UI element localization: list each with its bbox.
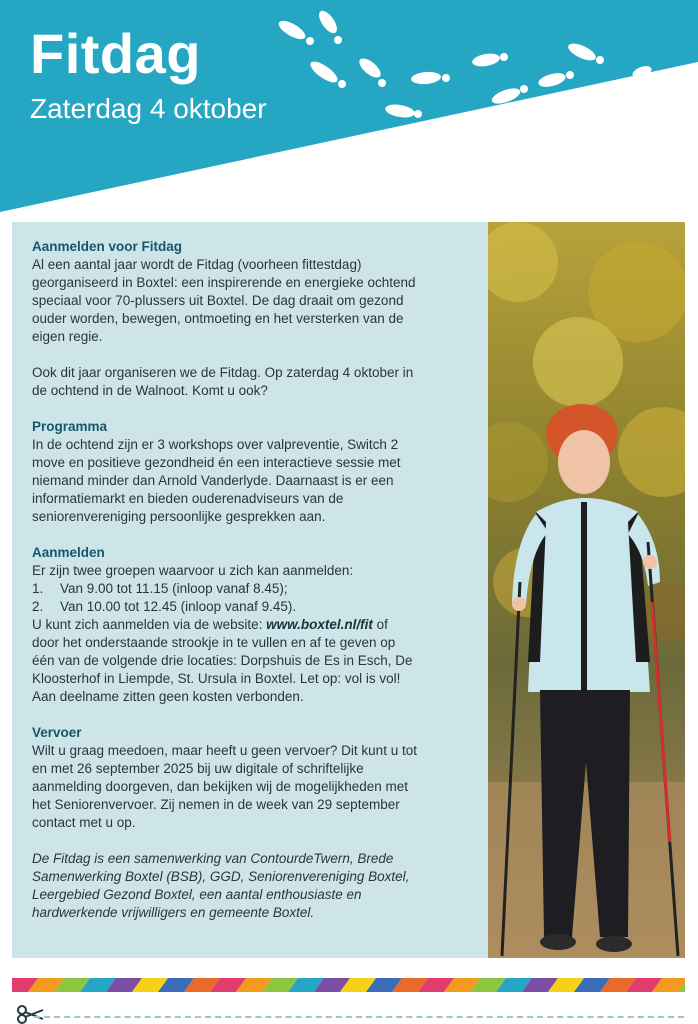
article-panel: [12, 222, 488, 958]
text-line: door het onderstaande strookje in te vullen en af te geven op: [32, 635, 396, 650]
text-line: Ook dit jaar organiseren we de Fitdag. Op zaterdag 4 oktober in: [32, 365, 414, 380]
list-text: Van 9.00 tot 11.15 (inloop vanaf 8.45);: [60, 581, 288, 596]
section-title-aanmelden: Aanmelden: [32, 545, 105, 560]
header-banner: [0, 0, 698, 215]
text-line: contact met u op.: [32, 815, 136, 830]
event-paragraph: [32, 364, 476, 400]
text-line: georganiseerd in Boxtel: een inspirerende en energieke ochtend: [32, 275, 416, 290]
cut-line: [34, 1016, 684, 1018]
aanmelden-paragraph: [32, 634, 476, 706]
text-line: Wilt u graag meedoen, maar heeft u geen vervoer? Dit kunt u tot: [32, 743, 417, 758]
programma-paragraph: [32, 436, 476, 526]
text-line: de ochtend in de Walnoot. Komt u ook?: [32, 383, 268, 398]
color-strip: [12, 978, 685, 992]
vervoer-paragraph: [32, 742, 476, 832]
page-subtitle: Zaterdag 4 oktober: [30, 93, 267, 124]
section-title-vervoer: Vervoer: [32, 725, 82, 740]
website-line: [32, 616, 476, 634]
text-line: het Seniorenvervoer. Zij nemen in de week van 29 september: [32, 797, 400, 812]
text-line: ouder worden, bewegen, ontmoeting en het versterken van de: [32, 311, 404, 326]
text-line: Al een aantal jaar wordt de Fitdag (voorheen fittestdag): [32, 257, 362, 272]
text-line: Samenwerking Boxtel (BSB), GGD, Seniorenvereniging Boxtel,: [32, 869, 410, 884]
text-line: seniorenvereniging persoonlijke gesprekken aan.: [32, 509, 326, 524]
text-line: Kloosterhof in Liempde, St. Ursula in Boxtel. Let op: vol is vol!: [32, 671, 401, 686]
text-line: hardwerkende vrijwilligers en gemeente Boxtel.: [32, 905, 315, 920]
credits-paragraph: [32, 850, 476, 922]
footprints-icon: [270, 8, 690, 128]
text-line: Aan deelname zitten geen kosten verbonden.: [32, 689, 304, 704]
list-number: 1.: [32, 581, 44, 596]
list-text: Van 10.00 tot 12.45 (inloop vanaf 9.45).: [60, 599, 297, 614]
text-line: De Fitdag is een samenwerking van ContourdeTwern, Brede: [32, 851, 394, 866]
text-line: en met 26 september 2025 bij uw digitale of schriftelijke: [32, 761, 364, 776]
text-line: aanmelding doorgeven, dan bekijken wij de mogelijkheden met: [32, 779, 408, 794]
text-line: niemand minder dan Arnold Vanderlyde. Daarnaast is er een: [32, 473, 394, 488]
scissors-icon: [16, 1004, 44, 1024]
section-title-programma: Programma: [32, 419, 108, 434]
text-line: move en positieve gezondheid én een interactieve sessie met: [32, 455, 401, 470]
aanmelden-intro: Er zijn twee groepen waarvoor u zich kan aanmelden:: [32, 563, 354, 578]
page-title: Fitdag: [30, 22, 201, 85]
nordic-walking-photo: [488, 222, 685, 958]
list-item: [32, 598, 476, 616]
text-line: speciaal voor 70-plussers uit Boxtel. De dag draait om gezond: [32, 293, 404, 308]
section-title-aanmelden-fitdag: Aanmelden voor Fitdag: [32, 239, 183, 254]
website-suffix: of: [372, 617, 388, 632]
intro-paragraph: [32, 256, 476, 346]
website-link[interactable]: www.boxtel.nl/fit: [266, 617, 373, 632]
list-number: 2.: [32, 599, 44, 614]
text-line: één van de volgende drie locaties: Dorpshuis de Es in Esch, De: [32, 653, 413, 668]
website-prefix: U kunt zich aanmelden via de website:: [32, 617, 267, 632]
text-line: informatiemarkt en bieden ouderenadviseurs van de: [32, 491, 344, 506]
text-line: eigen regie.: [32, 329, 103, 344]
list-item: [32, 580, 476, 598]
text-line: In de ochtend zijn er 3 workshops over valpreventie, Switch 2: [32, 437, 399, 452]
text-line: Leergebied Gezond Boxtel, een aantal enthousiaste en: [32, 887, 362, 902]
